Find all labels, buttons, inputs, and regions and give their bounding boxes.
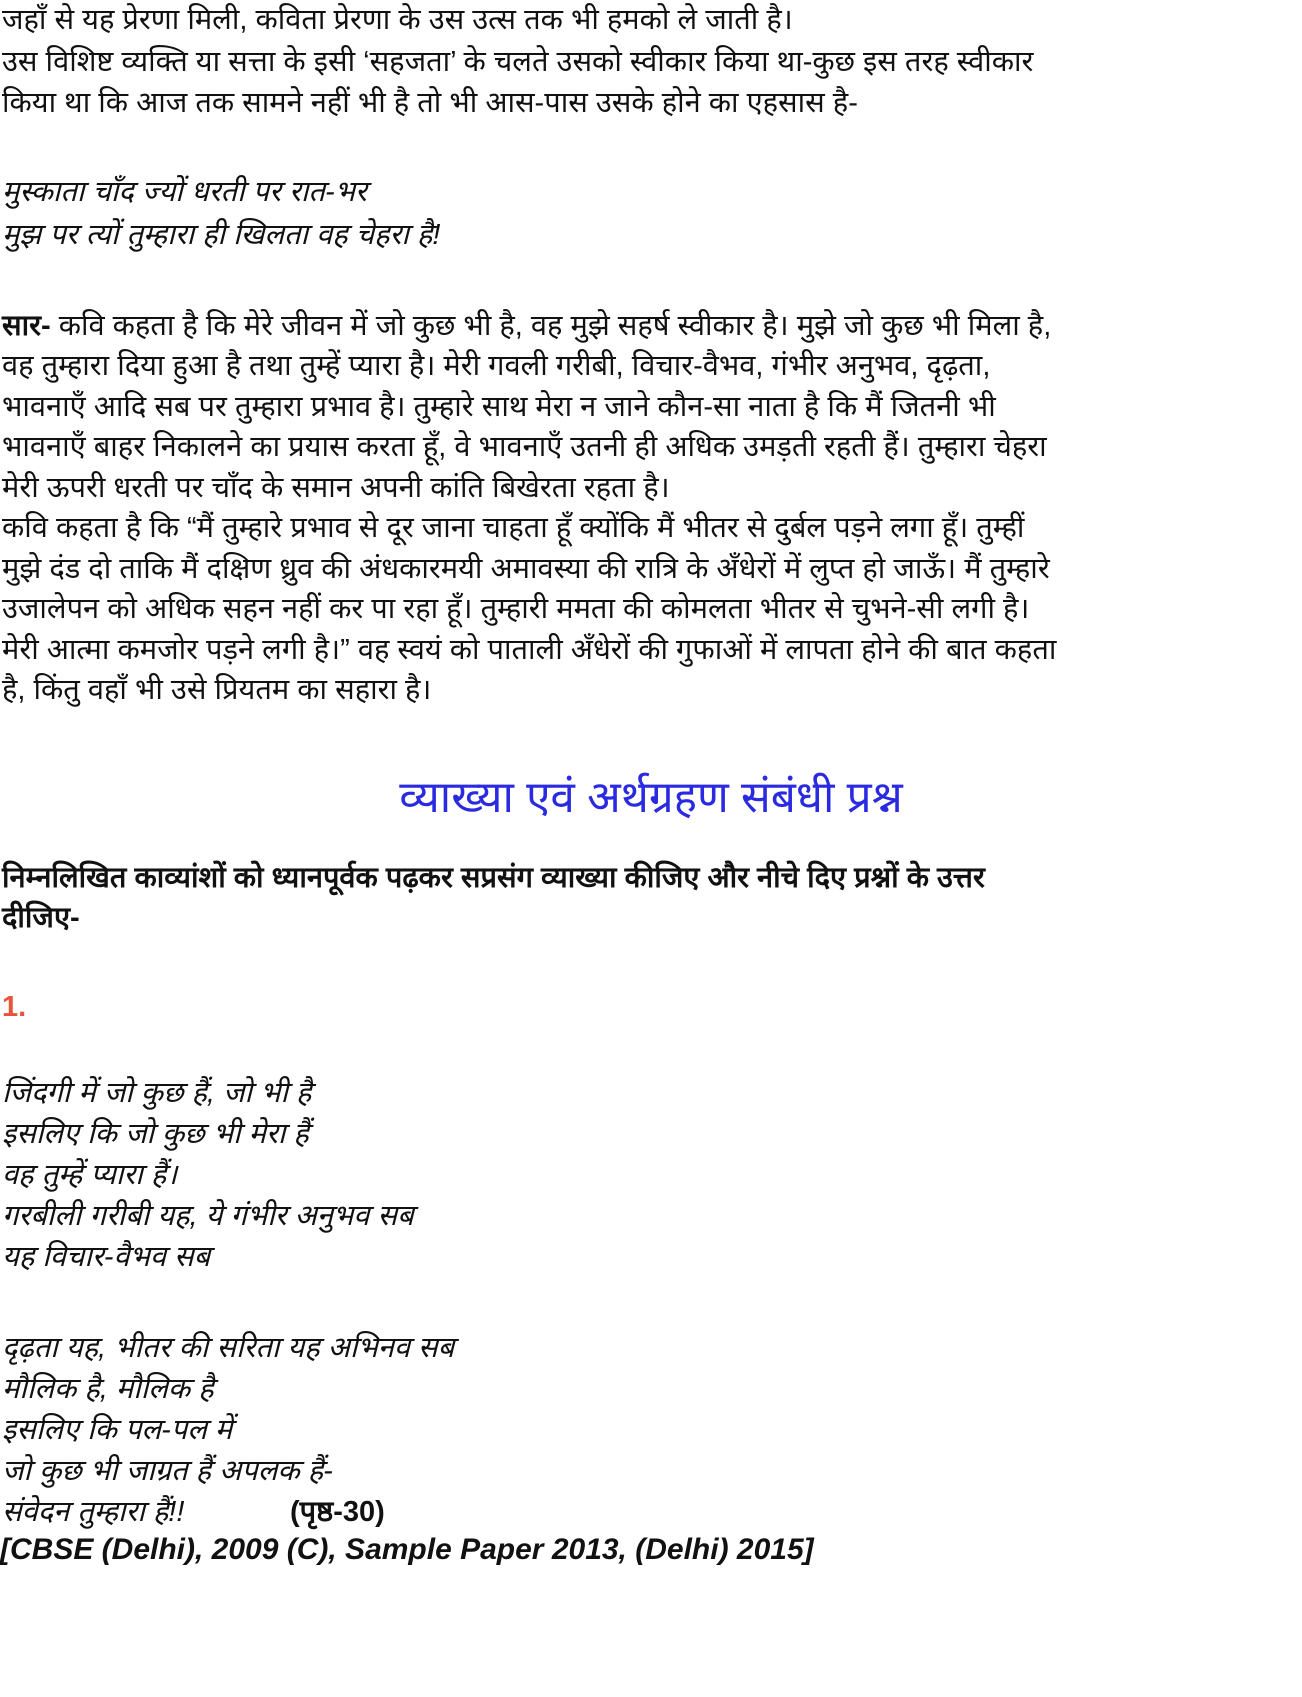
quote-line: मुस्काता चाँद ज्यों धरती पर रात-भर — [2, 176, 367, 208]
poem-line: जो कुछ भी जाग्रत हैं अपलक हैं- — [2, 1455, 333, 1487]
saar-text: कवि कहता है कि मेरे जीवन में जो कुछ भी है, वह मुझे सहर्ष स्वीकार है। मुझे जो कुछ भी मिला है, — [50, 310, 1052, 342]
saar-line: मेरी ऊपरी धरती पर चाँद के समान अपनी कांति बिखेरता रहता है। — [2, 472, 670, 504]
question-number: 1. — [2, 991, 27, 1023]
saar-line: कवि कहता है कि “मैं तुम्हारे प्रभाव से दूर जाना चाहता हूँ क्योंकि मैं भीतर से दुर्बल पड़ने लगा हूँ। तुम्हीं — [2, 512, 1025, 544]
poem-line: दृढ़ता यह, भीतर की सरिता यह अभिनव सब — [2, 1332, 455, 1364]
source-citation: [CBSE (Delhi), 2009 (C), Sample Paper 2013, (Delhi) 2015] — [0, 1533, 814, 1566]
saar-line: भावनाएँ आदि सब पर तुम्हारा प्रभाव है। तुम्हारे साथ मेरा न जाने कौन-सा नाता है कि मैं जितनी भी — [2, 391, 996, 423]
poem-line: इसलिए कि पल-पल में — [2, 1414, 233, 1446]
poem-line: गरबीली गरीबी यह, ये गंभीर अनुभव सब — [2, 1200, 414, 1232]
saar-line: उजालेपन को अधिक सहन नहीं कर पा रहा हूँ। तुम्हारी ममता की कोमलता भीतर से चुभने-सी लगी है। — [2, 593, 1030, 625]
saar-label: सार- — [2, 310, 51, 342]
poem-line: जिंदगी में जो कुछ हैं, जो भी है — [2, 1077, 312, 1109]
intro-line: उस विशिष्ट व्यक्ति या सत्ता के इसी ‘सहजता’ के चलते उसको स्वीकार किया था-कुछ इस तरह स्वीकार — [2, 46, 1034, 78]
intro-line: जहाँ से यह प्रेरणा मिली, कविता प्रेरणा के उस उत्स तक भी हमको ले जाती है। — [2, 4, 793, 36]
instruction-line: निम्नलिखित काव्यांशों को ध्यानपूर्वक पढ़कर सप्रसंग व्याख्या कीजिए और नीचे दिए प्रश्नों के उत्तर — [2, 862, 985, 894]
saar-line — [2, 306, 1051, 346]
saar-line: है, किंतु वहाँ भी उसे प्रियतम का सहारा है। — [2, 674, 432, 706]
section-heading: व्याख्या एवं अर्थग्रहण संबंधी प्रश्न — [399, 773, 903, 822]
quote-line: मुझ पर त्यों तुम्हारा ही खिलता वह चेहरा है! — [2, 219, 441, 251]
saar-line: भावनाएँ बाहर निकालने का प्रयास करता हूँ, वे भावनाएँ उतनी ही अधिक उमड़ती रहती हैं। तुम्हारा चेहरा — [2, 431, 1047, 463]
poem-line: संवेदन तुम्हारा हैं!! — [2, 1496, 185, 1528]
saar-line: मुझे दंड दो ताकि मैं दक्षिण ध्रुव की अंधकारमयी अमावस्या की रात्रि के अँधेरों में लुप्त हो जाऊँ। मैं तुम्हारे — [2, 553, 1050, 585]
intro-line: किया था कि आज तक सामने नहीं भी है तो भी आस-पास उसके होने का एहसास है- — [2, 87, 858, 119]
saar-line: वह तुम्हारा दिया हुआ है तथा तुम्हें प्यारा है। मेरी गवली गरीबी, विचार-वैभव, गंभीर अनुभव, दृढ़ता, — [2, 350, 991, 382]
page-reference: (पृष्ठ-30) — [290, 1496, 385, 1528]
saar-line: मेरी आत्मा कमजोर पड़ने लगी है।” वह स्वयं को पाताली अँधेरों की गुफाओं में लापता होने की बात कहता — [2, 634, 1057, 666]
poem-line: वह तुम्हें प्यारा हैं। — [2, 1159, 178, 1191]
poem-line: यह विचार-वैभव सब — [2, 1241, 211, 1273]
poem-line: मौलिक है, मौलिक है — [2, 1373, 214, 1405]
poem-line: इसलिए कि जो कुछ भी मेरा हैं — [2, 1118, 309, 1150]
instruction-line: दीजिए- — [2, 902, 80, 934]
